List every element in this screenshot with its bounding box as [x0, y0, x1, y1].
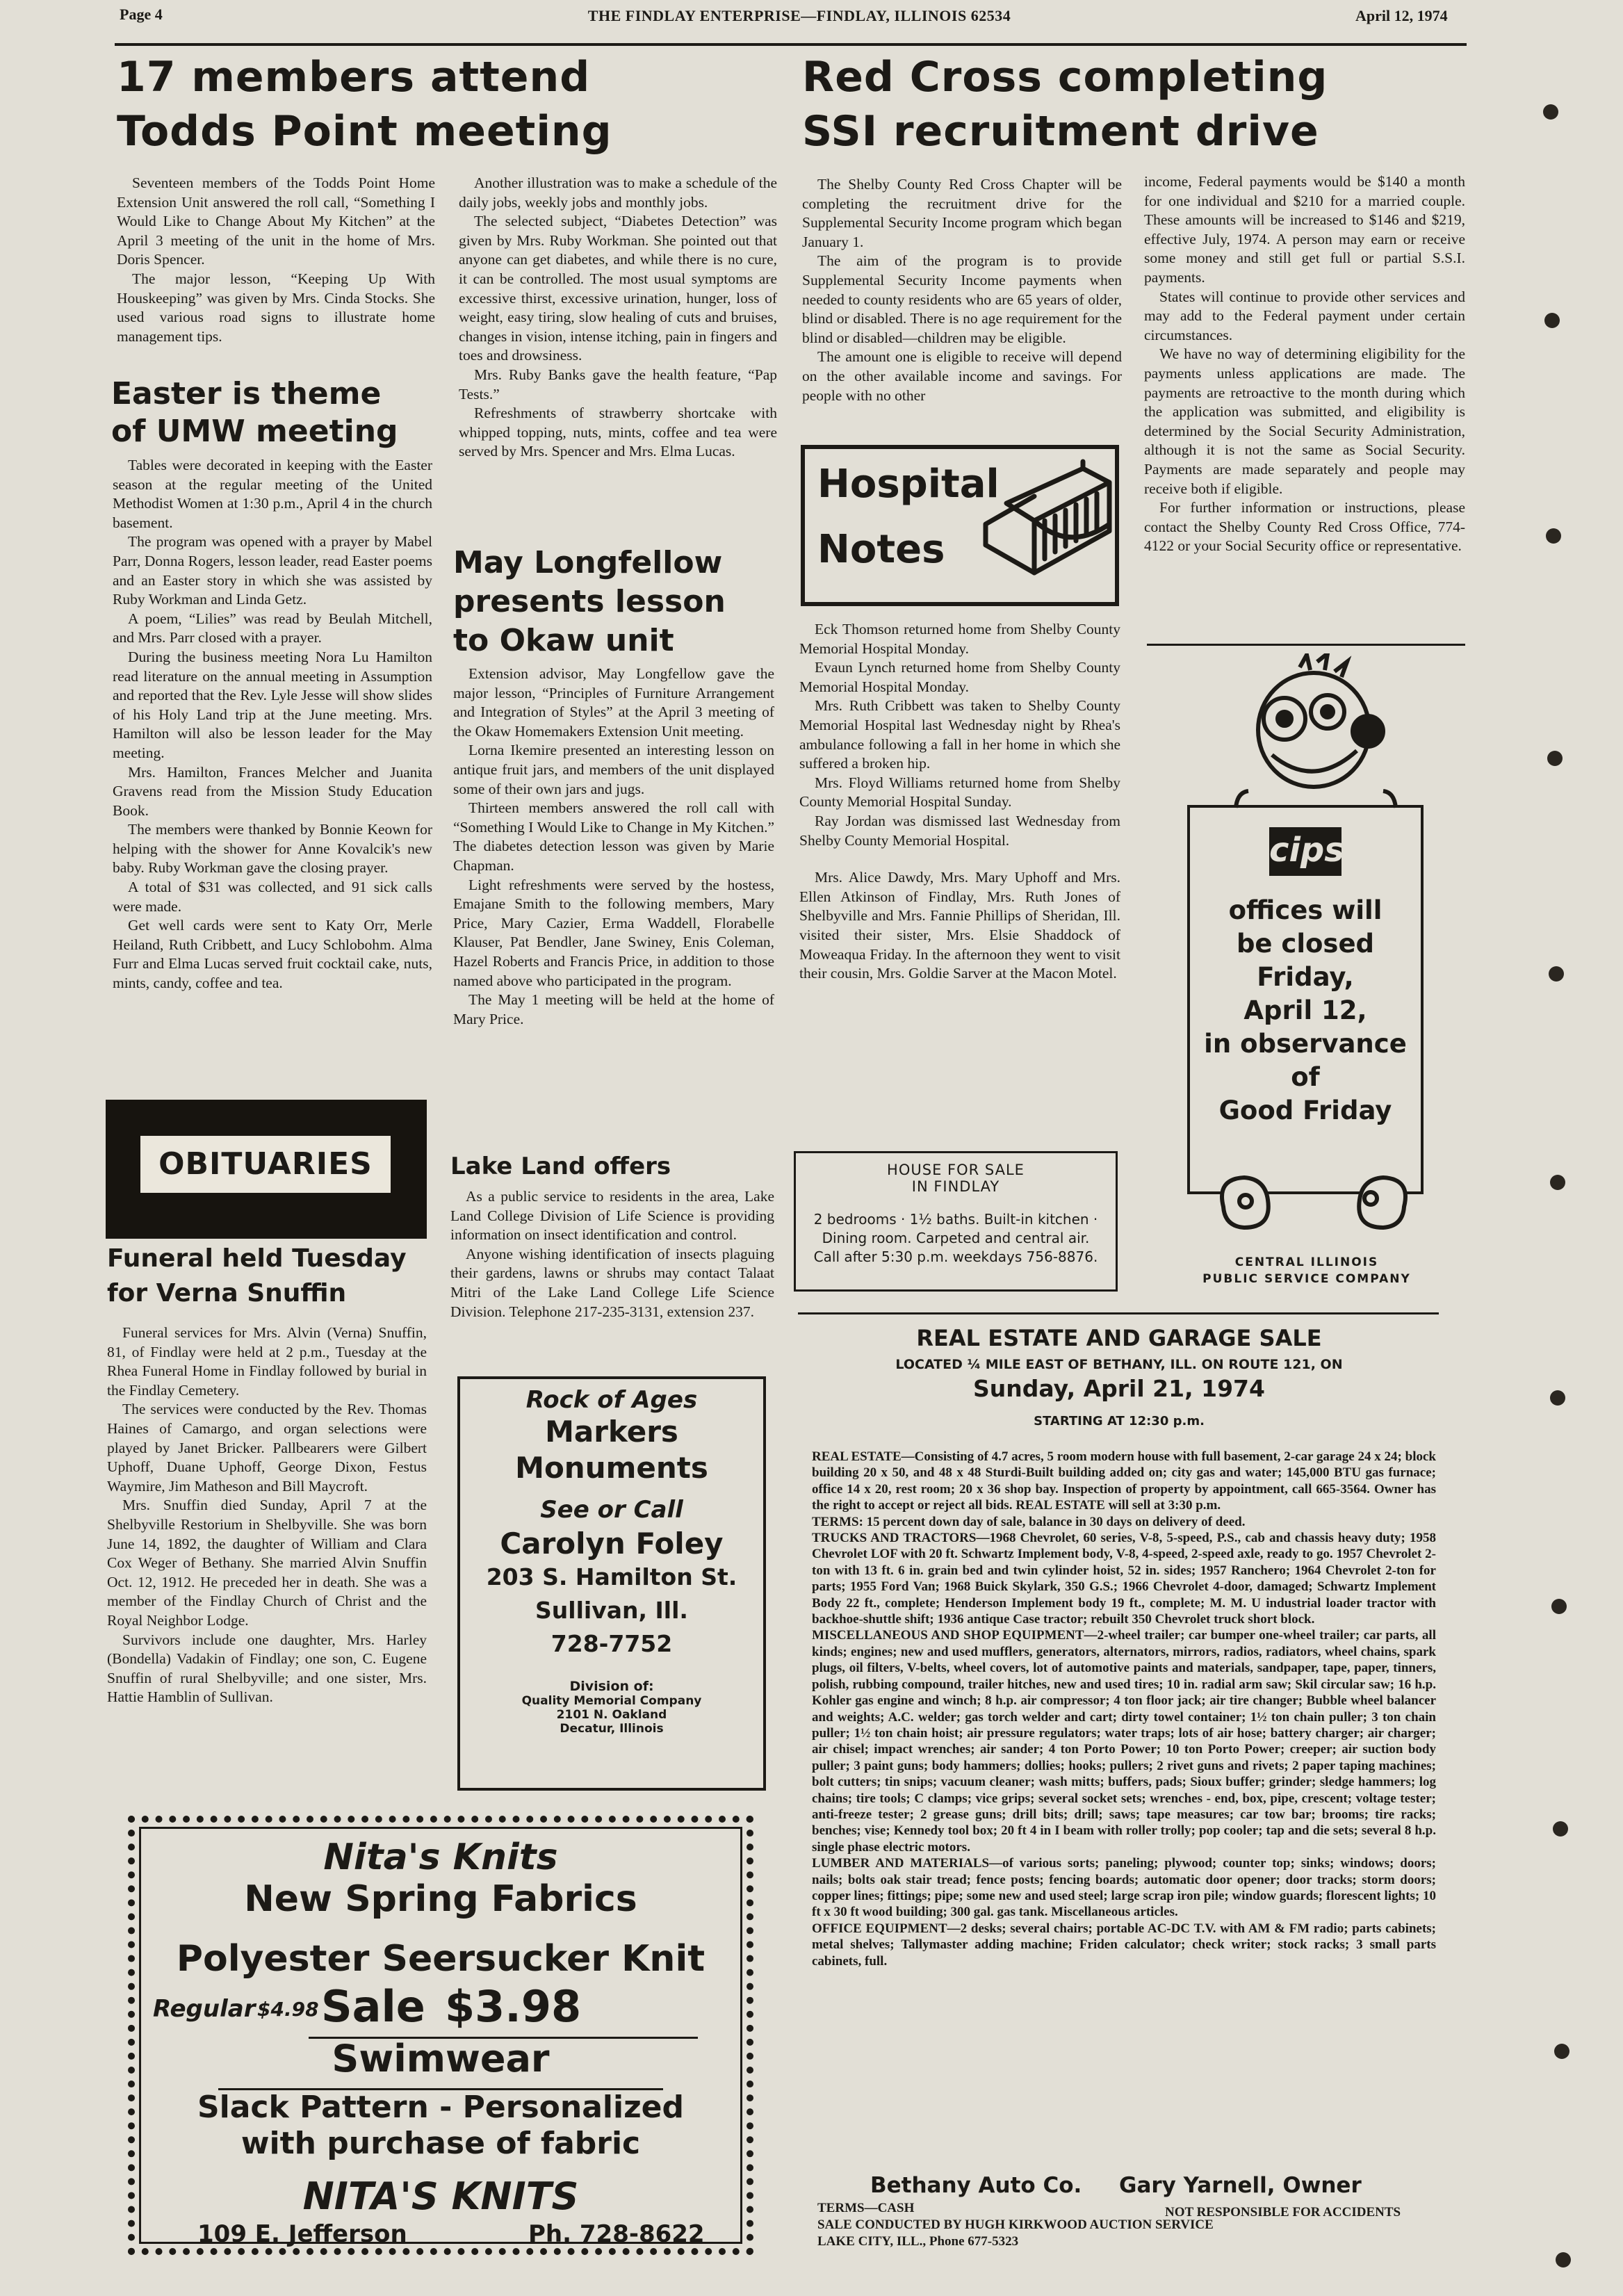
binding-hole: [1556, 2252, 1571, 2267]
binding-hole: [1547, 751, 1563, 766]
longfellow-paragraph: Extension advisor, May Longfellow gave the major lesson, “Principles of Furniture Arrangement and Integration of Styles” at the April 3 meeting of the Okaw Homemakers Extension Unit meeting.: [453, 665, 774, 740]
obituary-headline-line2: for Verna Snuffin: [107, 1279, 347, 1308]
rock-of-ages-phone: 728-7752: [550, 1630, 673, 1657]
rock-of-ages-city: Sullivan, Ill.: [535, 1597, 688, 1624]
hospital-notes-logo: [801, 445, 1119, 606]
masthead-rule: [115, 43, 1467, 46]
todds-paragraph: Mrs. Ruby Banks gave the health feature, “Pap Tests.”: [459, 366, 777, 402]
easter-column: [113, 456, 432, 993]
lakeland-paragraph: Anyone wishing identification of insects plaguing their gardens, lawns or shrubs may contact Talaat Mitri of the Lake Land College Life Science Division. Telephone 217-235-3131, extension 237.: [450, 1245, 774, 1320]
rock-of-ages-division-street: 2101 N. Oakland: [556, 1708, 667, 1722]
paper-name: THE FINDLAY ENTERPRISE—FINDLAY, ILLINOIS 62534: [587, 7, 1011, 24]
realestate-owner: Gary Yarnell, Owner: [1119, 2173, 1362, 2198]
realestate-top-rule: [798, 1312, 1439, 1314]
redcross-column-2: [1144, 172, 1465, 556]
rock-of-ages-monuments: Monuments: [515, 1451, 708, 1485]
obituary-paragraph: The services were conducted by the Rev. Thomas Haines of Camargo, and organ selections were played by Janet Bricker. Pallbearers were Gilbert Uphoff, Duane Uphoff, George Dixon, Festus Waymire, Jim Matheson and Bill Maycroft.: [107, 1401, 427, 1495]
todds-paragraph: Seventeen members of the Todds Point Home Extension Unit answered the roll call, “Something I Would Like to Change About My Kitchen” at the April 3 meeting of the unit in the home of Mrs. Doris Spencer.: [117, 174, 435, 268]
cips-line: in observance: [1204, 1029, 1407, 1059]
cips-notice: [1187, 805, 1424, 1194]
longfellow-headline: [453, 544, 780, 660]
rock-of-ages-division-label: Division of:: [569, 1679, 654, 1694]
cips-footer-line1: CENTRAL ILLINOIS: [1234, 1255, 1379, 1269]
binding-hole: [1554, 2044, 1569, 2059]
realestate-paragraph: REAL ESTATE—Consisting of 4.7 acres, 5 room modern house with full basement, 2-car garage 24 x 24; block building 20 x 50, and 48 x 48 Sturdi-Built building added on; city gas and water; 145,000 BTU gas furnace; office 14 x 20, rest room; 20 x 36 shop bay. Inspection of property by appointment, call 665-3564. Owner has the right to accept or reject all bids. REAL ESTATE will sell at 3:30 p.m.: [812, 1449, 1436, 1513]
cips-line: offices will: [1228, 895, 1383, 925]
todds-headline-line1: 17 members attend: [117, 53, 591, 101]
realestate-paragraph: TRUCKS AND TRACTORS—1968 Chevrolet, 60 series, V-8, 5-speed, P.S., cab and chassis heavy duty; 1958 Chevrolet LOF with 20 ft. Schwartz Implement body, V-8, 4-speed, 2-speed axle, ready to go. 1957 Chevrolet 2-ton with 13 ft. 6 in. grain bed and twin cylinder hoist, 52 in. sides; 1957 Ranchero; 1964 Chevrolet 2-ton for parts; 1955 Ford Van; 1968 Buick Skylark, 350 G.S.; 1966 Chevrolet 4-door, damaged; Schwartz Implement Body 22 ft., complete; Henderson Implement body 19 ft., complete; M. M. U industrial loader tractor with backhoe-shuttle shift; 1936 antique Case tractor; rebuilt 350 Chevrolet truck short block.: [812, 1531, 1436, 1627]
obituary-paragraph: Funeral services for Mrs. Alvin (Verna) Snuffin, 81, of Findlay were held at 2 p.m., Tuesday at the Rhea Funeral Home in Findlay followed by burial in the Findlay Cemetery.: [107, 1324, 427, 1399]
easter-paragraph: Get well cards were sent to Katy Orr, Merle Heiland, Ruth Cribbett, and Lucy Schlobohm. Alma Furr and Elma Lucas served fruit cocktail cake, nuts, mints, candy, coffee and tea.: [113, 917, 432, 992]
hospital-paragraph: Mrs. Ruth Cribbett was taken to Shelby County Memorial Hospital last Wednesday night by Rhea's ambulance following a fall in her home in which she suffered a broken hip.: [799, 697, 1120, 772]
redcross-headline-line1: Red Cross completing: [802, 53, 1328, 101]
longfellow-paragraph: The May 1 meeting will be held at the home of Mary Price.: [453, 991, 774, 1027]
longfellow-paragraph: Thirteen members answered the roll call with “Something I Would Like to Change in My Kitchen.” The diabetes detection lesson was given by Marie Chapman.: [453, 799, 774, 874]
realestate-title: REAL ESTATE AND GARAGE SALE: [916, 1325, 1322, 1351]
rock-of-ages-see-or-call: See or Call: [540, 1496, 683, 1524]
nitas-swimwear: Swimwear: [332, 2037, 550, 2081]
hospital-paragraph: Mrs. Alice Dawdy, Mrs. Mary Uphoff and Mrs. Ellen Atkinson of Findlay, Mrs. Ruth Jones of Shelbyville and Mrs. Fannie Phillips of Sheridan, Ill. visited their sister, Mrs. Elsie Shaddock of Moweaqua Friday. In the afternoon they went to visit their cousin, Mrs. Goldie Sarver at the Macon Motel.: [799, 869, 1120, 982]
easter-paragraph: A poem, “Lilies” was read by Beulah Mitchell, and Mrs. Parr closed with a prayer.: [113, 610, 432, 646]
binding-hole: [1544, 313, 1560, 328]
obituary-column: [107, 1324, 427, 1707]
reddy-kilowatt-feet: [1209, 1165, 1418, 1235]
hospital-notes-column: [799, 620, 1120, 984]
lakeland-column: [450, 1187, 774, 1321]
todds-column-2: [459, 174, 777, 462]
binding-hole: [1550, 1390, 1565, 1406]
hospital-logo-notes: Notes: [817, 527, 945, 572]
realestate-start-time: STARTING AT 12:30 p.m.: [1034, 1414, 1205, 1428]
cips-line: April 12,: [1243, 995, 1367, 1025]
obituary-headline-line1: Funeral held Tuesday: [107, 1244, 407, 1273]
nitas-regular-label: Regular: [153, 1995, 256, 2023]
binding-hole: [1549, 966, 1564, 982]
redcross-paragraph: States will continue to provide other services and may add to the Federal payment under certain circumstances.: [1144, 288, 1465, 343]
nitas-sale-price: $3.98: [445, 1981, 582, 2032]
rock-of-ages-ad: [457, 1376, 766, 1791]
todds-paragraph: Another illustration was to make a schedule of the daily jobs, weekly jobs and monthly jobs.: [459, 174, 777, 211]
cips-logo: cips: [1269, 827, 1341, 876]
lakeland-paragraph: As a public service to residents in the area, Lake Land College Division of Life Science is providing information on insect identification and control.: [450, 1188, 774, 1244]
rock-of-ages-division-company: Quality Memorial Company: [521, 1694, 702, 1708]
realestate-auctioneer: SALE CONDUCTED BY HUGH KIRKWOOD AUCTION SERVICE: [817, 2217, 1214, 2232]
hospital-paragraph: Mrs. Floyd Williams returned home from Shelby County Memorial Hospital Sunday.: [799, 774, 1120, 811]
easter-headline-line2: of UMW meeting: [111, 414, 398, 449]
longfellow-column: [453, 665, 774, 1029]
page-number: Page 4: [120, 6, 163, 23]
realestate-paragraph: OFFICE EQUIPMENT—2 desks; several chairs; portable AC-DC T.V. with AM & FM radio; parts cabinets; metal shelves; Tallymaster adding machine; Friden calculator; check writer; stock racks; 3 small parts cabinets, full.: [812, 1921, 1436, 1969]
hospital-logo-word: Hospital: [817, 462, 1000, 507]
easter-paragraph: During the business meeting Nora Lu Hamilton read literature on the annual meeting in Assumption and reported that the Rev. Lyle Jesse will show slides of his Holy Land trip at the June meeting. Mrs. Hamilton will also be lesson leader for the May meeting.: [113, 648, 432, 761]
easter-paragraph: Tables were decorated in keeping with the Easter season at the regular meeting of the United Methodist Women at 1:30 p.m., April 4 in the church basement.: [113, 457, 432, 531]
rock-of-ages-markers: Markers: [545, 1415, 678, 1449]
realestate-date: Sunday, April 21, 1974: [973, 1375, 1265, 1402]
issue-date: April 12, 1974: [1355, 7, 1448, 24]
redcross-paragraph: The amount one is eligible to receive will depend on the other available income and savings. For people with no other: [802, 348, 1122, 404]
binding-hole: [1550, 1175, 1565, 1190]
realestate-not-responsible: NOT RESPONSIBLE FOR ACCIDENTS: [1165, 2205, 1401, 2220]
redcross-headline: [802, 50, 1469, 158]
longfellow-headline-line3: to Okaw unit: [453, 623, 674, 658]
obituary-headline: [107, 1241, 427, 1311]
todds-paragraph: Refreshments of strawberry shortcake with whipped topping, nuts, mints, coffee and tea were served by Mrs. Spencer and Mrs. Elma Lucas.: [459, 405, 777, 460]
todds-paragraph: The major lesson, “Keeping Up With Houskeeping” was given by Mrs. Cinda Stocks. She used various road signs to illustrate home management tips.: [117, 270, 435, 345]
realestate-listing: [812, 1449, 1436, 1969]
nitas-sale-label: Sale: [321, 1981, 425, 2032]
reddy-kilowatt-mascot: [1196, 653, 1432, 820]
cips-ad: [1154, 653, 1460, 1300]
realestate-paragraph: LUMBER AND MATERIALS—of various sorts; paneling; plywood; counter top; sinks; windows; doors; nails; bolts oak stair tread; fence posts; fencing boards; automatic door opener; door tracks; storm doors; copper lines; fittings; pipe; some new and used steel; large scrap iron pile; window guards; florescent lights; 10 ft x 30 ft wood building; 300 gal. gas tank. Miscellaneous articles.: [812, 1856, 1436, 1920]
redcross-paragraph: income, Federal payments would be $140 a month for one individual and $210 for a married couple. These amounts will be increased to $146 and $219, effective July, 1974. A person may earn or receive some money and still get full or partial S.S.I. payments.: [1144, 173, 1465, 286]
longfellow-paragraph: Lorna Ikemire presented an interesting lesson on antique fruit jars, and members of the unit displayed some of their own jars and jugs.: [453, 742, 774, 797]
nitas-new-spring: New Spring Fabrics: [244, 1878, 637, 1920]
hospital-paragraph: Ray Jordan was dismissed last Wednesday from Shelby County Memorial Hospital.: [799, 812, 1120, 849]
hospital-paragraph: Evaun Lynch returned home from Shelby County Memorial Hospital Monday.: [799, 659, 1120, 695]
cips-footer-line2: PUBLIC SERVICE COMPANY: [1202, 1272, 1411, 1286]
redcross-paragraph: For further information or instructions, please contact the Shelby County Red Cross Office, 774-4122 or your Social Security office or representative.: [1144, 499, 1465, 555]
binding-hole: [1543, 104, 1558, 120]
realestate-terms: TERMS—CASH: [817, 2201, 915, 2215]
binding-hole: [1553, 1821, 1568, 1837]
rock-of-ages-division-city: Decatur, Illinois: [560, 1722, 664, 1736]
realestate-business: Bethany Auto Co.: [870, 2173, 1082, 2198]
cips-line: Good Friday: [1218, 1096, 1392, 1125]
easter-paragraph: The program was opened with a prayer by Mabel Parr, Donna Rogers, lesson leader, read Easter poems and an Easter story in which she was assisted by Ruby Workman and Linda Getz.: [113, 533, 432, 608]
easter-paragraph: The members were thanked by Bonnie Keown for helping with the shower for Anne Kovalcik's new baby. Ruby Workman gave the closing prayer.: [113, 821, 432, 877]
hospital-paragraph: Eck Thomson returned home from Shelby County Memorial Hospital Monday.: [799, 621, 1120, 657]
nitas-phone: Ph. 728-8622: [528, 2220, 705, 2248]
realestate-paragraph: TERMS: 15 percent down day of sale, balance in 30 days on delivery of deed.: [812, 1514, 1246, 1529]
todds-headline: [117, 50, 784, 158]
nitas-address: 109 E. Jefferson: [197, 2220, 407, 2248]
realestate-paragraph: MISCELLANEOUS AND SHOP EQUIPMENT—2-wheel trailer; car bumper one-wheel trailer; car parts, all kinds; engines; new and used mufflers, generators, alternators, mirrors, radios, radiators, wheel chains, spark plugs, oil filters, V-belts, wheel covers, lot of automotive paints and materials, sandpaper, tape, paper, tinners, polish, rubbing compound, trailer hitches, new and used tires; 10 in. radial arm saw; Skil circular saw; 16 h.p. Kohler gas engine and winch; 8 h.p. air compressor; 4 ton floor jack; air tire changer; Bubble wheel balancer and weights; A.C. welder; gas torch welder and cart; dirty towel container; 1½ ton chain puller; 3 ton chain puller; 1½ ton chain hoist; air pressure regulators; water traps; lots of air hose; battery charger; air charger; air chisel; impact wrenches; air sander; 4 ton Porto Power; 10 ton Porto Power; creeper; air suction body puller; 3 paint guns; body hammers; dollies; hooks; pullers; 2 rivet guns and rivets; 2 paper taping machines; bolt cutters; tin snips; vacuum cleaner; wash mitts; buffers, pads; Sioux buffer; grinder; sledge hammers; log chains; tire tools; C clamps; vice grips; several socket sets; wrenches - end, box, pipe, crescent; voltage tester; anti-freeze tester; 2 grease guns; drill bits; drill; saws; tape measures; car tow bar; brooms; tire racks; benches; vise; Kennedy tool box; 20 ft 4 in I beam with roller trolly; pop cooler; tap and die sets; several 8 h.p. single phase electric motors.: [812, 1628, 1436, 1855]
longfellow-paragraph: Light refreshments were served by the hostess, Emajane Smith to the following members, Mary Price, Mary Cazier, Erma Waddell, Florabelle Klauser, Pat Bendler, Jane Swiney, Enis Coleman, Hazel Roberts and Francis Price, in addition to those named above who participated in the program.: [453, 876, 774, 989]
easter-paragraph: A total of $31 was collected, and 91 sick calls were made.: [113, 879, 432, 915]
cips-line: Friday,: [1257, 962, 1354, 992]
rock-of-ages-street: 203 S. Hamilton St.: [486, 1563, 737, 1590]
hospital-bed-icon: [979, 455, 1115, 598]
rock-of-ages-contact-name: Carolyn Foley: [500, 1526, 724, 1561]
redcross-bottom-rule: [1147, 644, 1465, 646]
nitas-slack-line2: with purchase of fabric: [240, 2126, 641, 2161]
redcross-headline-line2: SSI recruitment drive: [802, 107, 1319, 156]
obituaries-banner: [106, 1100, 427, 1239]
longfellow-headline-line1: May Longfellow: [453, 545, 723, 580]
nitas-footer-name: NITA'S KNITS: [302, 2174, 579, 2218]
todds-paragraph: The selected subject, “Diabetes Detection” was given by Mrs. Ruby Workman. She pointed out that anyone can get diabetes, and while there is no cure, it can be controlled. The most usual symptoms are excessive thirst, excessive urination, hunger, loss of weight, easy tiring, slow healing of cuts and bruises, changes in vision, intense itching, pain in fingers and toes and drowsiness.: [459, 213, 777, 364]
house-for-sale-details: 2 bedrooms · 1½ baths. Built-in kitchen · Dining room. Carpeted and central air. Call after 5:30 p.m. weekdays 756-8876.: [813, 1211, 1098, 1265]
house-for-sale-title: HOUSE FOR SALE: [887, 1162, 1025, 1178]
cips-line: be closed: [1236, 929, 1375, 959]
nitas-knits-ad: [128, 1816, 753, 2255]
todds-headline-line2: Todds Point meeting: [117, 107, 612, 156]
nitas-regular-price: $4.98: [257, 1998, 319, 2021]
todds-column-1: [117, 174, 435, 346]
easter-headline-line1: Easter is theme: [111, 376, 382, 412]
cips-line: of: [1291, 1062, 1320, 1092]
redcross-paragraph: We have no way of determining eligibility for the payments unless applications are made. The payments are retroactive to the month during which the application was submitted, and eligibility is determined by the Social Security Administration, although it is not the same as Social Security. Payments are made separately and people may receive both if eligible.: [1144, 345, 1465, 497]
binding-hole: [1546, 528, 1561, 544]
realestate-location: LOCATED ¼ MILE EAST OF BETHANY, ILL. ON ROUTE 121, ON: [895, 1357, 1343, 1372]
rock-of-ages-title: Rock of Ages: [525, 1386, 698, 1414]
redcross-paragraph: The Shelby County Red Cross Chapter will be completing the recruitment drive for the Supplemental Security Income program which began January 1.: [802, 176, 1122, 250]
redcross-column-1: [802, 175, 1122, 405]
binding-hole: [1551, 1599, 1567, 1614]
house-for-sale-location: IN FINDLAY: [911, 1178, 1000, 1195]
nitas-seersucker: Polyester Seersucker Knit: [176, 1938, 706, 1980]
obituaries-banner-label: OBITUARIES: [140, 1136, 391, 1193]
easter-paragraph: Mrs. Hamilton, Frances Melcher and Juanita Gravens read from the Mission Study Education Book.: [113, 763, 432, 819]
easter-headline: [111, 375, 438, 450]
realestate-auctioneer-location: LAKE CITY, ILL., Phone 677-5323: [817, 2234, 1019, 2249]
redcross-paragraph: The aim of the program is to provide Supplemental Security Income payments when needed to county residents who are 65 years of older, blind or disabled. There is no age requirement for the blind or disabled—children may be eligible.: [802, 252, 1122, 346]
obituary-paragraph: Mrs. Snuffin died Sunday, April 7 at the Shelbyville Restorium in Shelbyville. She was born June 14, 1892, the daughter of William and Clara Cox Weger of Bethany. She married Alvin Snuffin Oct. 12, 1912. He preceded her in death. She was a member of the Findlay Church of Christ and the Royal Neighbor Lodge.: [107, 1497, 427, 1629]
obituary-paragraph: Survivors include one daughter, Mrs. Harley (Bondella) Vadakin of Findlay; one son, C. Eugene Snuffin of rural Shelbyville; and one sister, Mrs. Hattie Hamblin of Sullivan.: [107, 1631, 427, 1706]
nitas-title: Nita's Knits: [323, 1837, 558, 1878]
nitas-slack-line1: Slack Pattern - Personalized: [197, 2090, 685, 2125]
house-for-sale-ad: [794, 1151, 1118, 1292]
longfellow-headline-line2: presents lesson: [453, 584, 726, 619]
lakeland-headline: Lake Land offers: [450, 1153, 671, 1180]
